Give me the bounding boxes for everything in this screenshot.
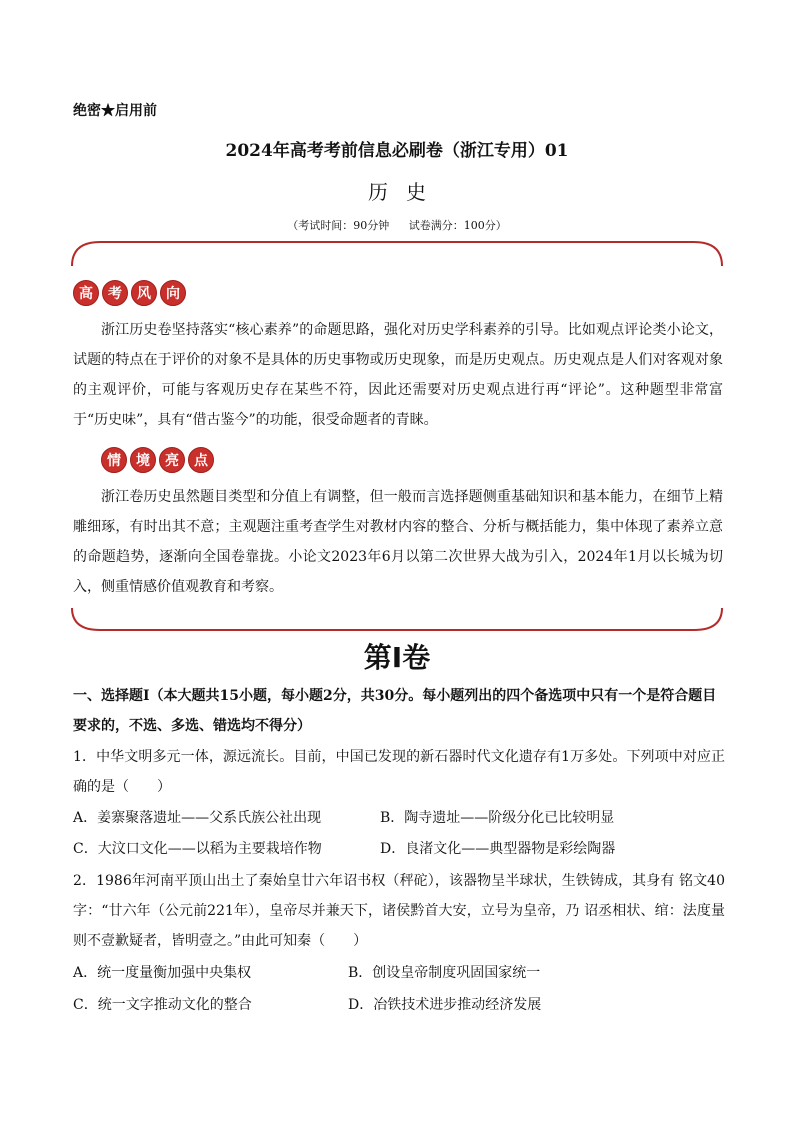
question-2-option-d[interactable]: D．冶铁技术进步推动经济发展 [348,997,542,1013]
question-2-option-c[interactable]: C．统一文字推动文化的整合 [73,997,252,1013]
exam-score: 试卷满分：100分） [408,219,507,232]
question-1-stem: 1．中华文明多元一体，源远流长。目前，中国已发现的新石器时代文化遗存有1万多处。下列项中对应正确的是（ ） [73,749,725,795]
question-1-option-d[interactable]: D．良渚文化——典型器物是彩绘陶器 [380,841,616,857]
secret-label: 绝密★启用前 [73,103,157,119]
badge-char: 高 [73,280,99,306]
badge-char: 境 [130,447,156,473]
question-1-option-a[interactable]: A．姜寨聚落遗址——父系氏族公社出现 [73,810,322,826]
top-arc [72,242,722,266]
badge-char: 风 [131,280,157,306]
subject-title: 历史 [368,180,444,204]
bottom-arc [72,608,722,630]
badge-char: 点 [188,447,214,473]
question-1-option-c[interactable]: C．大汶口文化——以稻为主要栽培作物 [73,841,322,857]
exam-time: （考试时间：90分钟 [287,219,390,232]
volume-title: 第I卷 [363,641,431,674]
page-title: 2024年高考考前信息必刷卷（浙江专用）01 [225,141,569,161]
intro-paragraph-1: 浙江历史卷坚持落实“核心素养”的命题思路，强化对历史学科素养的引导。比如观点评论类小论文，试题的特点在于评价的对象不是具体的历史事物或历史现象，而是历史观点。历史观点是人们对客观对象的主观评价，可能与客观历史存在某些不符，因此还需要对历史观点进行再“评论”。这种题型非常富于“历史味”，具有“借古鉴今”的功能，很受命题者的青睐。 [73,322,723,428]
question-2-option-a[interactable]: A．统一度量衡加强中央集权 [73,965,252,981]
intro-paragraph-2: 浙江卷历史虽然题目类型和分值上有调整，但一般而言选择题侧重基础知识和基本能力，在细节上精雕细琢，有时出其不意；主观题注重考查学生对教材内容的整合、分析与概括能力，集中体现了素养立意的命题趋势，逐渐向全国卷靠拢。小论文2023年6月以第二次世界大战为引入，2024年1月以长城为切入，侧重情感价值观教育和考察。 [73,489,723,595]
badge-char: 向 [160,280,186,306]
badge-char: 情 [101,447,127,473]
question-1-option-b[interactable]: B．陶寺遗址——阶级分化已比较明显 [380,810,615,826]
question-2-option-b[interactable]: B．创设皇帝制度巩固国家统一 [348,965,541,981]
badge-context-highlight [101,447,214,473]
badge-exam-trend [73,280,186,306]
badge-char: 亮 [159,447,185,473]
section-heading: 一、选择题I（本大题共15小题，每小题2分，共30分。每小题列出的四个备选项中只有一个是符合题目要求的，不选、多选、错选均不得分） [73,688,717,734]
badge-char: 考 [102,280,128,306]
question-2-stem: 2．1986年河南平顶山出土了秦始皇廿六年诏书权（秤砣），该器物呈半球状，生铁铸成，其身有 铭文40字：“廿六年（公元前221年），皇帝尽并兼天下，诸侯黔首大安，立号为皇帝，乃 诏丞相状、绾：法度量则不壹歉疑者，皆明壹之。”由此可知秦（ ） [73,873,725,949]
